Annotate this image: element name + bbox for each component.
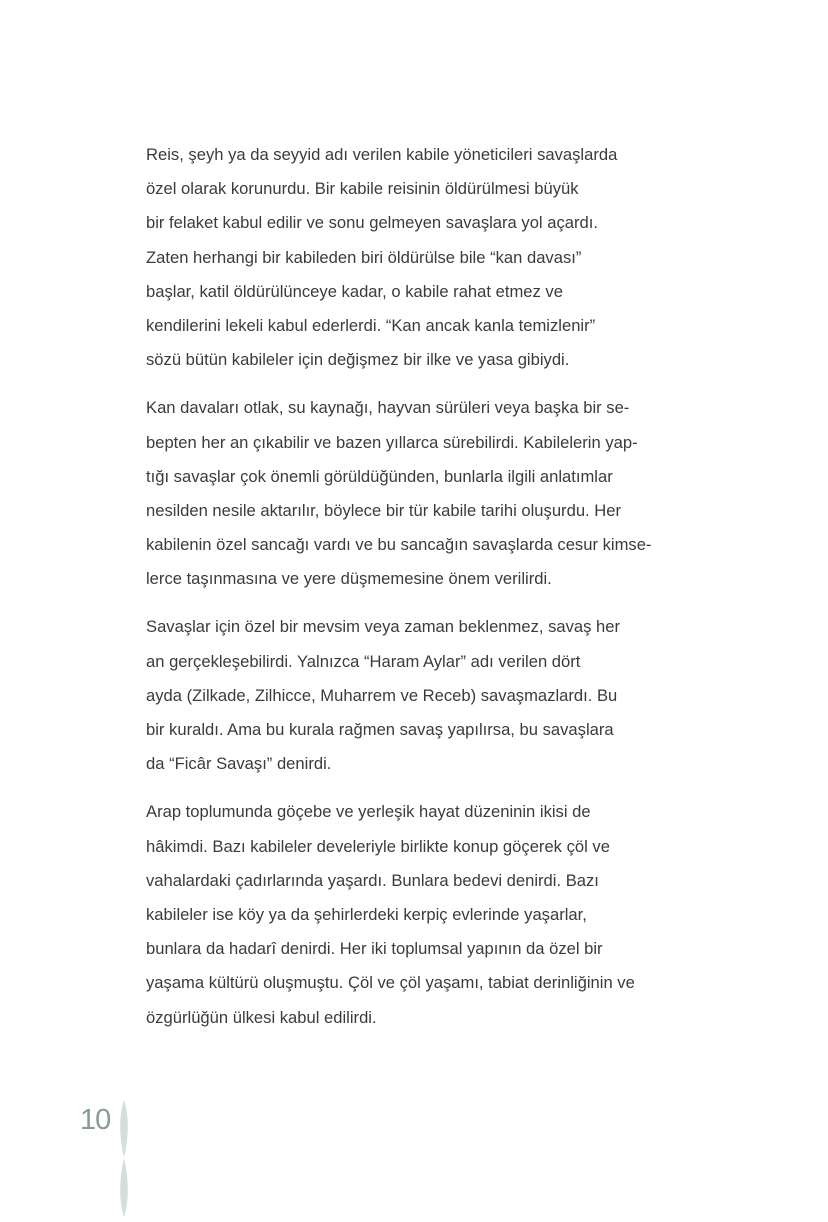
text-line: lerce taşınmasına ve yere düşmemesine önem verilirdi.	[146, 569, 552, 589]
text-line: Arap toplumunda göçebe ve yerleşik hayat düzeninin ikisi de	[146, 802, 591, 822]
body-text	[146, 138, 706, 1049]
text-line: bir kuraldı. Ama bu kurala rağmen savaş yapılırsa, bu savaşlara	[146, 720, 614, 739]
text-line: bir felaket kabul edilir ve sonu gelmeyen savaşlara yol açardı.	[146, 213, 598, 233]
text-line: vahalardaki çadırlarında yaşardı. Bunlara bedevi denirdi. Bazı	[146, 870, 599, 890]
text-line: kabilenin özel sancağı vardı ve bu sancağın savaşlarda cesur kimse-	[146, 535, 652, 555]
text-line: Zaten herhangi bir kabileden biri öldürülse bile “kan davası”	[146, 247, 582, 267]
paragraph	[146, 795, 706, 1034]
paragraph	[146, 610, 706, 781]
text-line: yaşama kültürü oluşmuştu. Çöl ve çöl yaşamı, tabiat derinliğinin ve	[146, 973, 635, 993]
text-line: bepten her an çıkabilir ve bazen yıllarca sürebilirdi. Kabilelerin yap-	[146, 432, 638, 452]
text-line: an gerçekleşebilirdi. Yalnızca “Haram Aylar” adı verilen dört	[146, 651, 581, 671]
text-line: nesilden nesile aktarılır, böylece bir tür kabile tarihi oluşurdu. Her	[146, 500, 622, 520]
text-line: Reis, şeyh ya da seyyid adı verilen kabile yöneticileri savaşlarda	[146, 145, 618, 164]
text-line: özgürlüğün ülkesi kabul edilirdi.	[146, 1007, 377, 1027]
text-line: kabileler ise köy ya da şehirlerdeki kerpiç evlerinde yaşarlar,	[146, 904, 587, 924]
text-line: tığı savaşlar çok önemli görüldüğünden, bunlarla ilgili anlatımlar	[146, 466, 613, 486]
text-line: Kan davaları otlak, su kaynağı, hayvan sürüleri veya başka bir se-	[146, 398, 630, 418]
page-number: 10	[80, 1104, 111, 1136]
text-line: ayda (Zilkade, Zilhicce, Muharrem ve Receb) savaşmazlardı. Bu	[146, 685, 618, 705]
text-line: hâkimdi. Bazı kabileler develeriyle birlikte konup göçerek çöl ve	[146, 836, 610, 856]
text-line: başlar, katil öldürülünceye kadar, o kabile rahat etmez ve	[146, 281, 563, 301]
paragraph	[146, 138, 706, 377]
text-line: kendilerini lekeli kabul ederlerdi. “Kan ancak kanla temizlenir”	[146, 315, 596, 335]
text-line: bunlara da hadarî denirdi. Her iki toplumsal yapının da özel bir	[146, 939, 603, 959]
text-line: da “Ficâr Savaşı” denirdi.	[146, 754, 332, 774]
text-line: özel olarak korunurdu. Bir kabile reisinin öldürülmesi büyük	[146, 179, 579, 199]
text-line: Savaşlar için özel bir mevsim veya zaman beklenmez, savaş her	[146, 617, 621, 637]
page-ornament-icon	[114, 1100, 134, 1222]
text-line: sözü bütün kabileler için değişmez bir ilke ve yasa gibiydi.	[146, 350, 570, 370]
paragraph	[146, 391, 706, 596]
